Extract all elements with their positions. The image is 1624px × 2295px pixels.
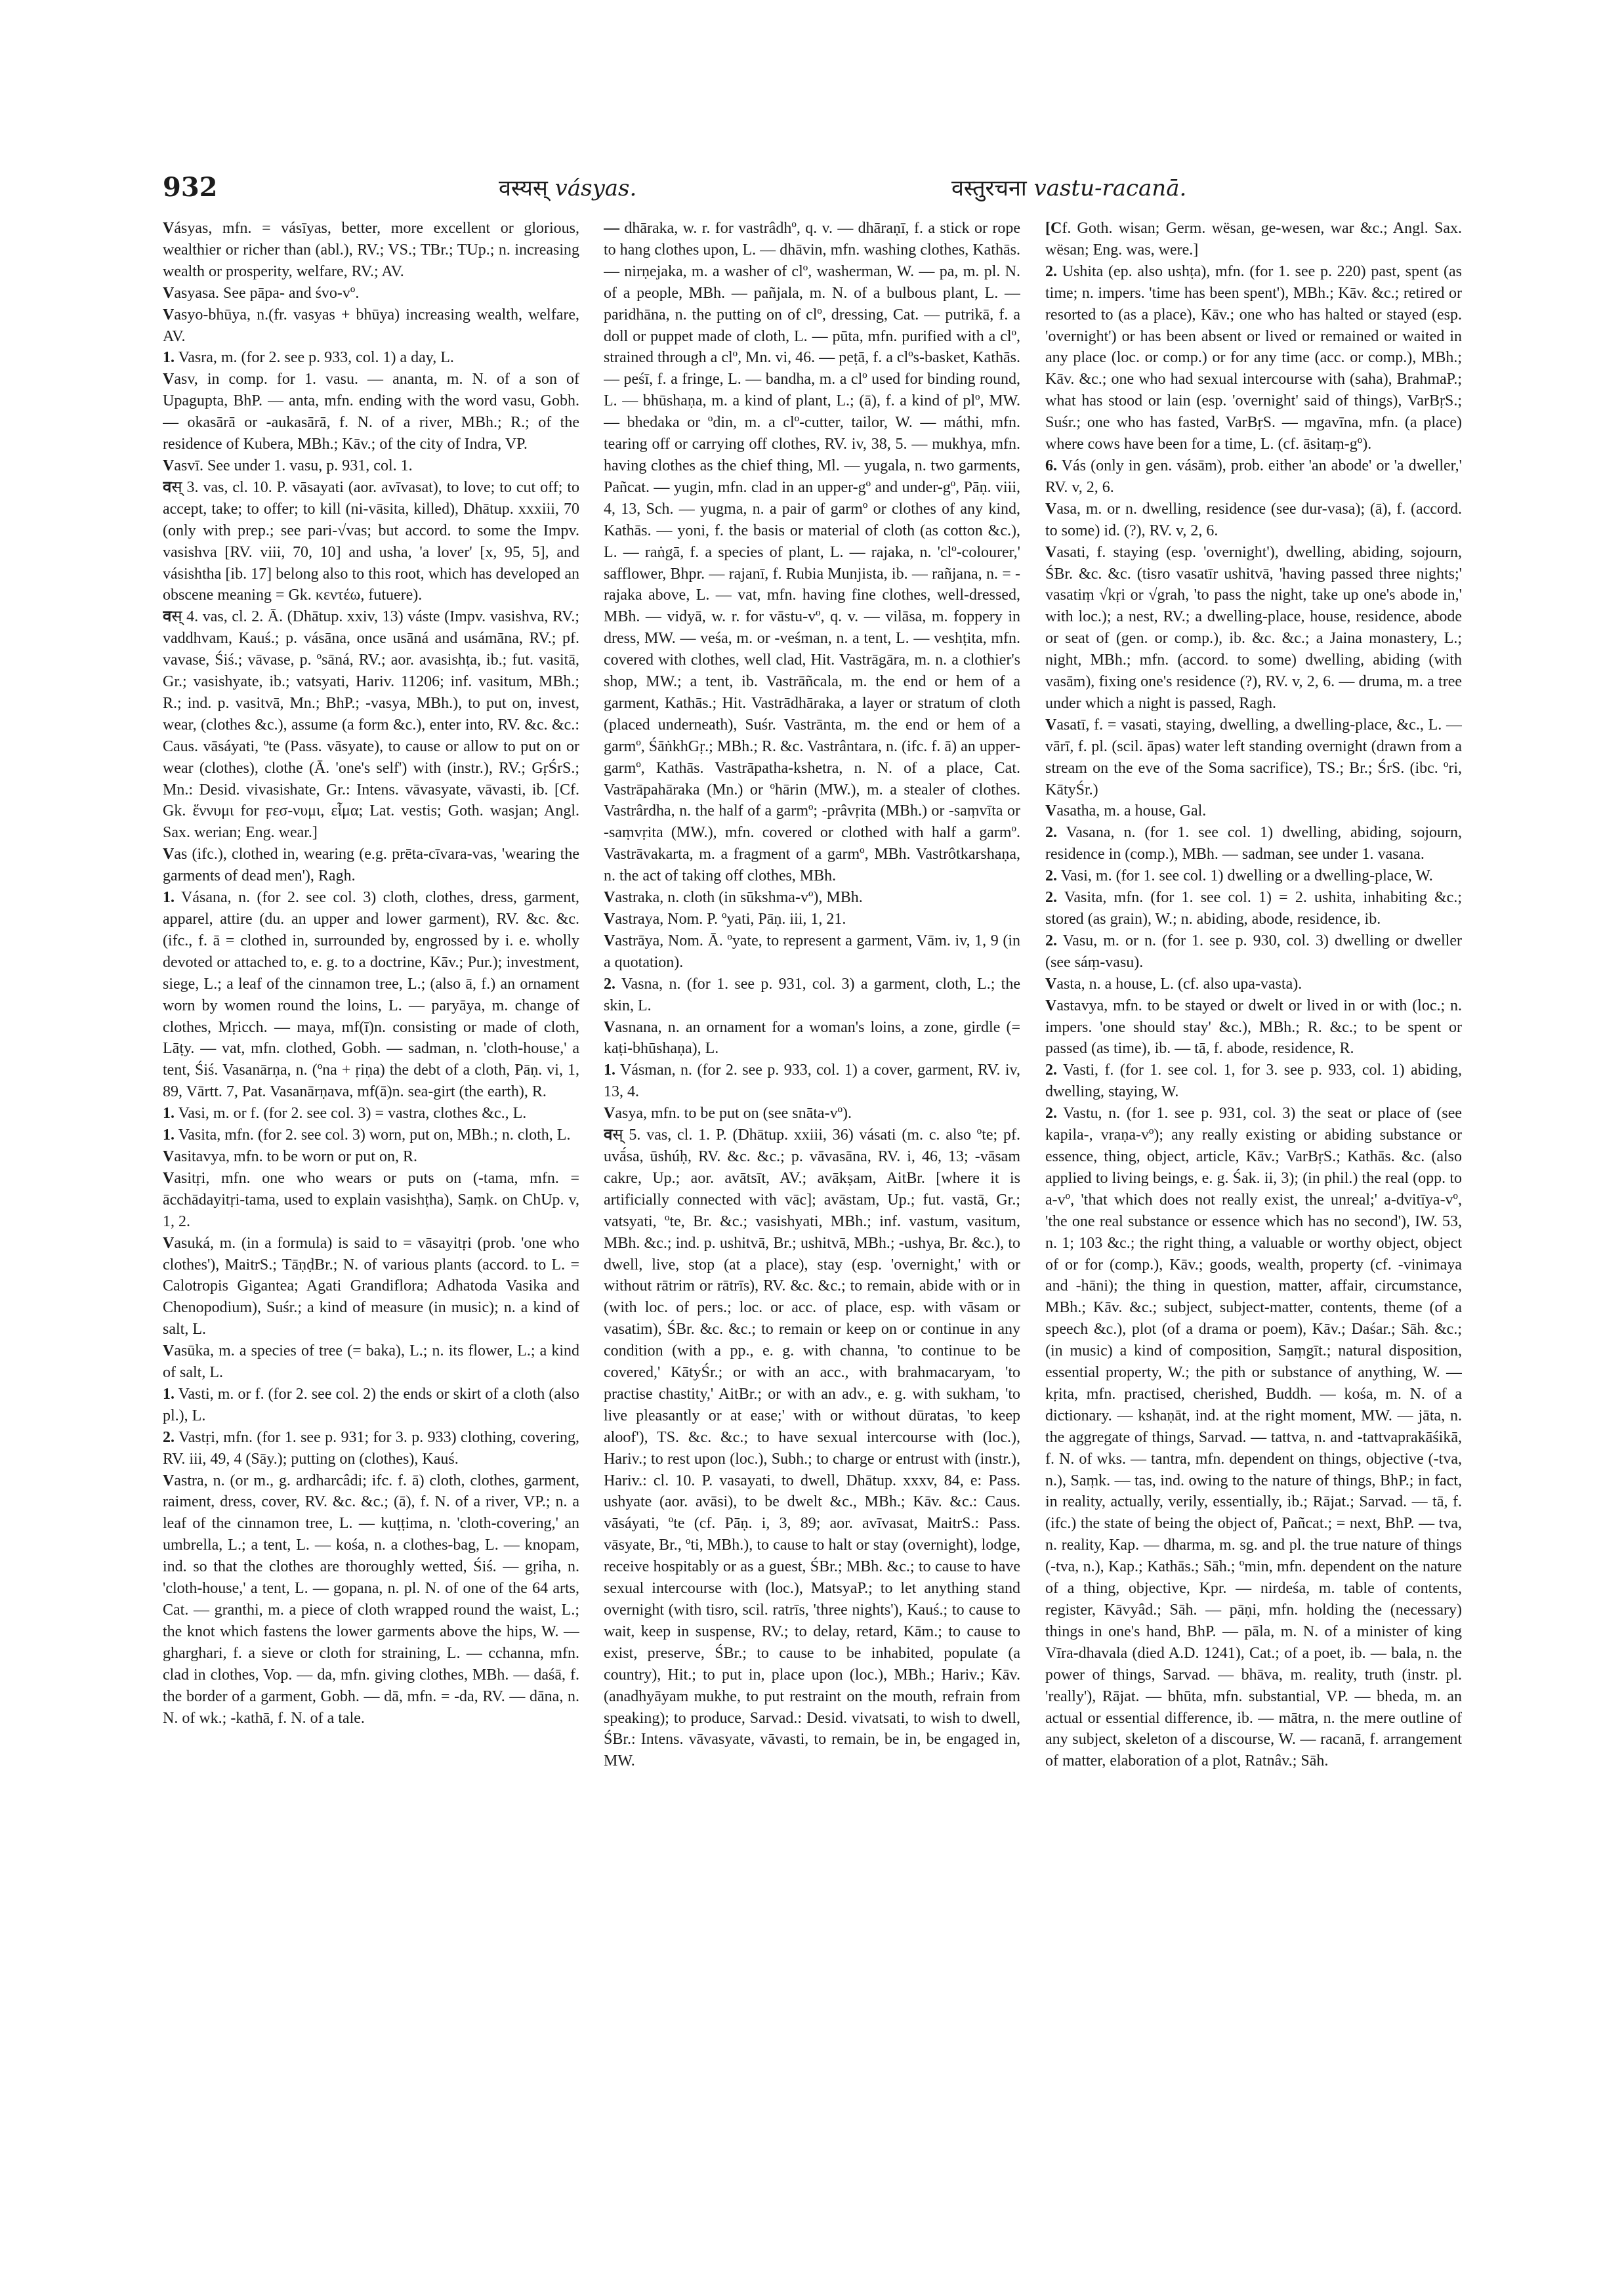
dictionary-entry: वस् 4. vas, cl. 2. Ā. (Dhātup. xxiv, 13) váste (Impv. vasishva, RV.; vaddhvam, Kauś.; p. vásāna, once usāná and usámāna, RV.; pf. vavase, Śiś.; vāvase, p. ºsāná, RV.; aor. avasishṭa, ib.; fut. vasitā, Gr.; vasishyate, ib.; vatsyati, Hariv. 11206; inf. vasitum, MBh.; R.; ind. p. vasitvā, Mn.; BhP.; -vasya, MBh.), to put on, invest, wear, (clothes &c.), assume (a form &c.), enter into, RV. &c. &c.: Caus. vāsáyati, ºte (Pass. vāsyate), to cause or allow to put on or wear (clothes), clothe (Ā. 'one's self') with (instr.), RV.; GṛŚrS.; Mn.: Desid. vivasishate, Gr.: Intens. vāvasyate, vāvasti, ib. [Cf. Gk. ἕννυμι for ϝεσ-νυμι, εἷμα; Lat. vestis; Goth. wasjan; Angl. Sax. werian; Eng. wear.] <box>163 608 579 842</box>
dictionary-entry: Vasyasa. See pāpa- and śvo-vº. <box>163 284 360 302</box>
dictionary-entry: Vasta, n. a house, L. (cf. also upa-vasta). <box>1045 975 1302 993</box>
dictionary-entry: [Cf. Goth. wisan; Germ. wësan, ge-wesen, war &c.; Angl. Sax. wësan; Eng. was, were.] <box>1045 220 1462 258</box>
dictionary-entry: Vasitavya, mfn. to be worn or put on, R. <box>163 1148 417 1165</box>
dictionary-entry: Vasv, in comp. for 1. vasu. — ananta, m. N. of a son of Upagupta, BhP. — anta, mfn. ending with the word vasu, Gobh. — okasārā or -aukasārā, f. N. of a river, MBh.; R.; of the residence of Kubera, MBh.; Kāv.; of the city of Indra, VP. <box>163 371 579 453</box>
dictionary-entry: Vasitṛi, mfn. one who wears or puts on (-tama, mfn. = ācchādayitṛi-tama, used to explain vasishṭha), Saṃk. on ChUp. v, 1, 2. <box>163 1169 579 1230</box>
right-running-headword <box>951 172 1186 202</box>
dictionary-entry: Vastraya, Nom. P. ºyati, Pāṇ. iii, 1, 21. <box>604 911 846 928</box>
dictionary-entry: Vasūka, m. a species of tree (= baka), L.; n. its flower, L.; a kind of salt, L. <box>163 1342 579 1382</box>
dictionary-entry: Vasa, m. or n. dwelling, residence (see dur-vasa); (ā), f. (accord. to some) id. (?), RV. v, 2, 6. <box>1045 500 1462 539</box>
dictionary-entry: Vastrāya, Nom. Ā. ºyate, to represent a garment, Vām. iv, 1, 9 (in a quotation). <box>604 932 1020 971</box>
dictionary-entry: 2. Vastu, n. (for 1. see p. 931, col. 3) the seat or place of (see kapila-, vraṇa-vº); any really existing or abiding substance or essence, thing, object, article, Kāv.; VarBṛS.; Kathās. &c. (also applied to living beings, e. g. Śak. ii, 3); (in phil.) the real (opp. to a-vº, 'that which does not really exist, the unreal;' a-dvitīya-vº, 'the one real substance or essence which has no second'), IW. 53, n. 1; 103 &c.; the right thing, a valuable or worthy object, object of or for (comp.), Kāv.; goods, wealth, property (cf. -vinimaya and -hāni); the thing in question, matter, affair, circumstance, MBh.; Kāv. &c.; subject, subject-matter, contents, theme (of a speech &c.), plot (of a drama or poem), Kāv.; Daśar.; Sāh. &c.; (in music) a kind of composition, Saṃgīt.; natural disposition, essential property, W.; the pith or substance of anything, W. — kṛita, mfn. practised, cherished, Buddh. — kośa, m. N. of a dictionary. — kshaṇāt, ind. at the right moment, MW. — jāta, n. the aggregate of things, Sarvad. — tattva, n. and -tattvaprakāśikā, f. N. of wks. — tantra, mfn. dependent on things, objective (-tva, n.), Saṃk. — tas, ind. owing to the nature of things, BhP.; in fact, in reality, actually, verily, essentially, ib.; Rājat.; Sarvad. — tā, f. (ifc.) the state of being the object of, Pañcat.; = next, BhP. — tva, n. reality, Kap. — dharma, m. sg. and pl. the true nature of things (-tva, n.), Kap.; Kathās.; Sāh.; ºmin, mfn. dependent on the nature of a thing, objective, Kpr. — nirdeśa, m. table of contents, register, Kāvyâd.; Sāh. — pāṇi, mfn. holding the (necessary) things in one's hand, BhP. — pāla, m. N. of a minister of king Vīra-dhavala (died A.D. 1241), Cat.; of a poet, ib. — bala, n. the power of things, Sarvad. — bhāva, m. reality, truth (instr. pl. 'really'), Rājat. — bhūta, mfn. substantial, VP. — bheda, m. an actual or essential difference, ib. — mātra, n. the mere outline of any subject, skeleton of a discourse, W. — racanā, f. arrangement of matter, elaboration of a plot, Ratnâv.; Sāh. <box>1045 1105 1462 1770</box>
dictionary-entry: Vasatha, m. a house, Gal. <box>1045 802 1207 820</box>
dictionary-entry: वस् 5. vas, cl. 1. P. (Dhātup. xxiii, 36) vásati (m. c. also ºte; pf. uvā́sa, ūshúḥ, RV. &c. &c.; p. vāvasāna, RV. i, 46, 13; -vāsam cakre, Up.; aor. avātsīt, AV.; avākṣam, AitBr. [where it is artificially connected with vāc]; avāstam, Up.; fut. vastā, Gr.; vatsyati, ºte, Br. &c.; vasishyati, MBh.; inf. vastum, vasitum, MBh. &c.; ind. p. ushitvā, Br.; ushitvā, MBh.; -ushya, Br. &c.), to dwell, live, stop (at a place), stay (esp. 'overnight,' with or without rātrim or rātrīs), RV. &c. &c.; to remain, abide with or in (with loc. of pers.; loc. or acc. of place, esp. with vāsam or vasatim), ŚBr. &c. &c.; to remain or keep on or continue in any condition (with a pp., e. g. with channa, 'to continue to be covered,' KātyŚr.; or with an acc., with brahmacaryam, 'to practise chastity,' AitBr.; or with an adv., e. g. with sukham, 'to live pleasantly or at ease;' with or without dūratas, 'to keep aloof'), TS. &c. &c.; to have sexual intercourse with (loc.), Hariv.; to rest upon (loc.), Subh.; to charge or entrust with (instr.), Hariv.: cl. 10. P. vasayati, to dwell, Dhātup. xxxv, 84, e: Pass. ushyate (aor. avāsi), to be dwelt &c., MBh.; Kāv. &c.: Caus. vāsáyati, ºte (cf. Pāṇ. i, 3, 89; aor. avīvasat, MaitrS.: Pass. vāsyate, Br., ºti, MBh.), to cause to halt or stay (overnight), lodge, receive hospitably or as a guest, ŚBr.; MBh. &c.; to cause to have sexual intercourse with (loc.), MatsyaP.; to let anything stand overnight (with tisro, scil. ratrīs, 'three nights'), Kauś.; to cause to wait, keep in suspense, RV.; to delay, retard, Kām.; to cause to exist, preserve, ŚBr.; to cause to be inhabited, populate (a country), Hit.; to put in, place upon (loc.), MBh.; Hariv.; Kāv. (anadhyāyam mukhe, to put restraint on the mouth, refrain from speaking); to produce, Sarvad.: Desid. vivatsati, to wish to dwell, ŚBr.: Intens. vāvasyate, vāvasti, to remain, be in, be engaged in, MW. <box>604 1127 1020 1770</box>
right-headword-roman: vastu-racanā. <box>1033 175 1187 201</box>
dictionary-entry: 2. Vasita, mfn. (for 1. see col. 1) = 2. ushita, inhabiting &c.; stored (as grain), W.; n. abiding, abode, residence, ib. <box>1045 889 1462 928</box>
dictionary-entry: 1. Vasti, m. or f. (for 2. see col. 2) the ends or skirt of a cloth (also pl.), L. <box>163 1385 579 1424</box>
dictionary-entry: Vásyas, mfn. = vásīyas, better, more excellent or glorious, wealthier or richer than (abl.), RV.; VS.; TBr.; TUp.; n. increasing wealth or prosperity, welfare, RV.; AV. <box>163 220 579 280</box>
dictionary-entry: 2. Vasti, f. (for 1. see col. 1, for 3. see p. 933, col. 1) abiding, dwelling, staying, W. <box>1045 1062 1462 1101</box>
dictionary-entry: Vasati, f. staying (esp. 'overnight'), dwelling, abiding, sojourn, ŚBr. &c. &c. (tisro vasatīr ushitvā, 'having passed three nights;' vasatiṃ √kṛi or √grah, 'to pass the night, take up one's abode in,' with loc.); a nest, RV.; a dwelling-place, house, residence, abode or seat of (gen. or comp.), ib. &c. &c.; a Jaina monastery, L.; night, MBh.; mfn. (accord. to some) dwelling, abiding (with vasām), fixing one's residence (?), RV. v, 2, 6. — druma, m. a tree under which a night is passed, Ragh. <box>1045 543 1462 712</box>
dictionary-entry: Vastraka, n. cloth (in sūkshma-vº), MBh. <box>604 889 863 907</box>
dictionary-entry: 1. Vásman, n. (for 2. see p. 933, col. 1) a cover, garment, RV. iv, 13, 4. <box>604 1062 1020 1101</box>
dictionary-entry: Vasya, mfn. to be put on (see snāta-vº). <box>604 1105 852 1123</box>
right-headword-devanagari: वस्तुरचना <box>951 175 1027 201</box>
page-number: 932 <box>163 172 218 203</box>
dictionary-entry: 2. Vasana, n. (for 1. see col. 1) dwelling, abiding, sojourn, residence in (comp.), MBh. — sadman, see under 1. vasana. <box>1045 824 1462 863</box>
dictionary-entry: 2. Vasu, m. or n. (for 1. see p. 930, col. 3) dwelling or dweller (see sáṃ-vasu). <box>1045 932 1462 971</box>
dictionary-entry: 6. Vás (only in gen. vásām), prob. either 'an abode' or 'a dweller,' RV. v, 2, 6. <box>1045 457 1462 496</box>
dictionary-entry: 2. Ushita (ep. also ushṭa), mfn. (for 1. see p. 220) past, spent (as time; n. impers. 'time has been spent'), MBh.; Kāv. &c.; retired or resorted to (as a place), Kāv.; one who has halted or stayed (esp. 'overnight') or has been absent or lived or remained or waited in any place (loc. or comp.) or for any time (acc. or comp.), MBh.; Kāv. &c.; one who had sexual intercourse with (saha), BrahmaP.; what has stood or lain (esp. 'overnight' said of things), VarBṛS.; Suśr.; one who has fasted, VarBṛS. — mgavīna, mfn. (a place) where cows have been for a time, L. (cf. āsitaṃ-gº). <box>1045 262 1462 453</box>
left-headword-devanagari: वस्यस् <box>499 175 548 201</box>
dictionary-entry: 2. Vasi, m. (for 1. see col. 1) dwelling or a dwelling-place, W. <box>1045 867 1433 885</box>
dictionary-entry: 1. Vasi, m. or f. (for 2. see col. 3) = vastra, clothes &c., L. <box>163 1105 527 1123</box>
dictionary-entry: 2. Vastṛi, mfn. (for 1. see p. 931; for 3. p. 933) clothing, covering, RV. iii, 49, 4 (Sāy.); putting on (clothes), Kauś. <box>163 1428 579 1468</box>
dictionary-entry: Vasyo-bhūya, n.(fr. vasyas + bhūya) increasing wealth, welfare, AV. <box>163 306 579 345</box>
dictionary-entry: — dhāraka, w. r. for vastrâdhº, q. v. — dhāraṇī, f. a stick or rope to hang clothes upon, L. — dhāvin, mfn. washing clothes, Kathās. — nirṇejaka, m. a washer of clº, washerman, W. — pa, m. pl. N. of a people, MBh. — pañjala, m. N. of a bulbous plant, L. — paridhāna, n. the putting on of clº, dressing, Cat. — putrikā, f. a doll or puppet made of cloth, L. — pūta, mfn. purified with a clº, strained through a clº, Mn. vi, 46. — peṭā, f. a clºs-basket, Kathās. — peśī, f. a fringe, L. — bandha, m. a clº used for binding round, L. — bhūshaṇa, m. a kind of plant, L.; (ā), f. a kind of plº, MW. — bhedaka or ºdin, m. a clº-cutter, tailor, W. — máthi, mfn. tearing off or carrying off clothes, RV. iv, 38, 5. — mukhya, mfn. having clothes as the chief thing, Ml. — yugala, n. two garments, Pañcat. — yugin, mfn. clad in an upper-gº and under-gº, Pāṇ. viii, 4, 13, Sch. — yugma, n. a pair of garmº or clothes of any kind, Kathās. — yoni, f. the basis or material of cloth (as cotton &c.), L. — raṅgā, f. a species of plant, L. — rajaka, n. 'clº-colourer,' safflower, Bhpr. — rajanī, f. Rubia Munjista, ib. — rañjana, n. = -rajaka above, L. — vat, mfn. having fine clothes, well-dressed, MBh. — vidyā, w. r. for vāstu-vº, q. v. — vilāsa, m. foppery in dress, MW. — veśa, m. or -veśman, n. a tent, L. — veshṭita, mfn. covered with clothes, well clad, Hit. Vastrāgāra, m. n. a clothier's shop, MW.; a tent, ib. Vastrāñcala, m. the end or hem of a garment, Kathās.; Hit. Vastrādhāraka, a layer or stratum of cloth (placed underneath), Suśr. Vastrānta, m. the end or hem of a garmº, ŚāṅkhGṛ.; MBh.; R. &c. Vastrântara, n. (ifc. f. ā) an upper-garmº, Kathās. Vastrāpatha-kshetra, n. N. of a place, Cat. Vastrāpahāraka (Mn.) or ºhārin (MW.), m. a stealer of clothes. Vastrârdha, n. the half of a garmº; -prâvṛita (MBh.) or -saṃvīta or -saṃvṛita (MW.), mfn. covered or clothed with half a garmº. Vastrāvakarta, m. a fragment of a garmº, MBh. Vastrôtkarshaṇa, n. the act of taking off clothes, MBh. <box>604 220 1020 885</box>
left-running-headword <box>499 172 636 202</box>
dictionary-entry: 2. Vasna, n. (for 1. see p. 931, col. 3) a garment, cloth, L.; the skin, L. <box>604 975 1020 1014</box>
dictionary-column-2 <box>604 218 1020 2120</box>
dictionary-entry: 1. Vasra, m. (for 2. see p. 933, col. 1) a day, L. <box>163 349 454 367</box>
dictionary-entry: 1. Vasita, mfn. (for 2. see col. 3) worn, put on, MBh.; n. cloth, L. <box>163 1127 571 1144</box>
dictionary-column-1 <box>163 218 579 2120</box>
dictionary-entry: Vastra, n. (or m., g. ardharcâdi; ifc. f. ā) cloth, clothes, garment, raiment, dress, cover, RV. &c. &c.; (ā), f. N. of a river, VP.; n. a leaf of the cinnamon tree, L. — kuṭṭima, n. 'cloth-covering,' an umbrella, L.; a tent, L. — kośa, n. a clothes-bag, L. — knopam, ind. so that the clothes are thoroughly wetted, Śiś. — gṛiha, n. 'cloth-house,' a tent, L. — gopana, n. pl. N. of one of the 64 arts, Cat. — granthi, m. a piece of cloth wrapped round the waist, L.; the knot which fastens the lower garments above the hips, W. — gharghari, f. a sieve or cloth for straining, L. — cchanna, mfn. clad in clothes, Vop. — da, mfn. giving clothes, MBh. — daśā, f. the border of a garment, Gobh. — dā, mfn. = -da, RV. — dāna, n. N. of wk.; -kathā, f. N. of a tale. <box>163 1472 579 1727</box>
left-headword-roman: vásyas. <box>554 175 637 201</box>
dictionary-column-3 <box>1045 218 1462 2120</box>
dictionary-entry: Vastavya, mfn. to be stayed or dwelt or lived in or with (loc.; n. impers. 'one should stay' &c.), MBh.; R. &c.; to be spent or passed (as time), ib. — tā, f. abode, residence, R. <box>1045 997 1462 1058</box>
dictionary-entry: Vas (ifc.), clothed in, wearing (e.g. prēta-cīvara-vas, 'wearing the garments of dead men'), Ragh. <box>163 846 579 885</box>
dictionary-entry: वस् 3. vas, cl. 10. P. vāsayati (aor. avīvasat), to love; to cut off; to accept, take; to offer; to kill (ni-vāsita, killed), Dhātup. xxxiii, 70 (only with prep.; see pari-√vas; but accord. to some the Impv. vasishva [RV. viii, 70, 10] and usha, 'a lover' [x, 95, 5], and vásishtha [ib. 17] belong also to this root, which has developed an obscene meaning = Gk. κεντέω, futuere). <box>163 478 579 604</box>
dictionary-entry: Vasuká, m. (in a formula) is said to = vāsayitṛi (prob. 'one who clothes'), MaitrS.; TāṇḍBr.; N. of various plants (accord. to L. = Calotropis Gigantea; Agati Grandiflora; Adhatoda Vasika and Chenopodium), Suśr.; a kind of measure (in music); n. a kind of salt, L. <box>163 1234 579 1338</box>
dictionary-entry: Vasnana, n. an ornament for a woman's loins, a zone, girdle (= kaṭi-bhūshaṇa), L. <box>604 1018 1020 1058</box>
dictionary-entry: 1. Vásana, n. (for 2. see col. 3) cloth, clothes, dress, garment, apparel, attire (du. an upper and lower garment), RV. &c. &c. (ifc., f. ā = clothed in, surrounded by, engrossed by i. e. wholly devoted or attached to, e. g. to a doctrine, Kāv.; Pur.); investment, siege, L.; a leaf of the cinnamon tree, L.; (also ā, f.) an ornament worn by women round the loins, L. — paryāya, m. change of clothes, Mṛicch. — maya, mf(ī)n. consisting or made of cloth, Lāṭy. — vat, mfn. clothed, Gobh. — sadman, n. 'cloth-house,' a tent, Śiś. Vasanārṇa, n. (ºna + ṛiṇa) the debt of a cloth, Pāṇ. vi, 1, 89, Vārtt. 7, Pat. Vasanārṇava, mf(ā)n. sea-girt (the earth), R. <box>163 889 579 1101</box>
dictionary-entry: Vasatī, f. = vasati, staying, dwelling, a dwelling-place, &c., L. — vārī, f. pl. (scil. āpas) water left standing overnight (drawn from a stream on the eve of the Soma sacrifice), TS.; Br.; ŚrS. (ibc. ºri, KātyŚr.) <box>1045 716 1462 798</box>
dictionary-entry: Vasvī. See under 1. vasu, p. 931, col. 1. <box>163 457 413 474</box>
